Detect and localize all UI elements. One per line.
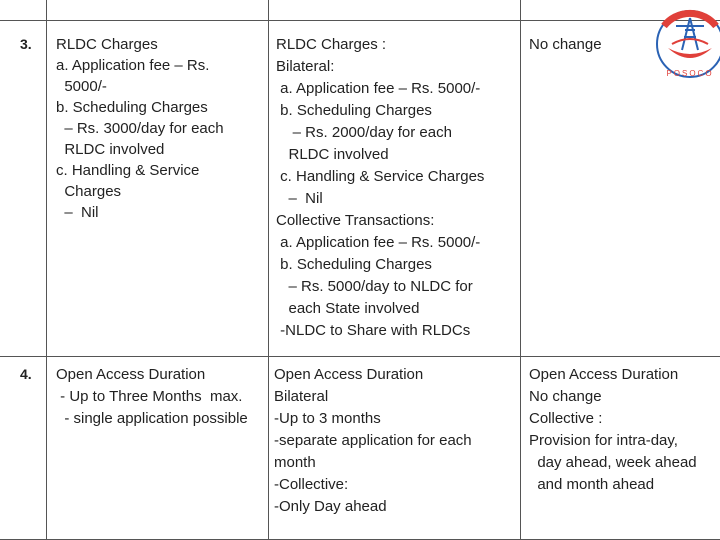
text-line: Open Access Duration: [274, 366, 424, 383]
row3-current-provision: [56, 34, 224, 223]
row-number: 4.: [20, 366, 32, 382]
text-line: RLDC involved: [276, 146, 389, 163]
text-line: RLDC involved: [56, 141, 165, 158]
row3-remarks: [529, 34, 602, 55]
text-line: b. Scheduling Charges: [56, 99, 208, 116]
posoco-logo: [642, 4, 720, 94]
text-line: Collective Transactions:: [276, 212, 435, 229]
column-divider: [268, 0, 269, 540]
column-divider: [520, 0, 521, 540]
text-line: - single application possible: [56, 410, 248, 427]
row-number: 3.: [20, 36, 32, 52]
text-line: No change: [529, 388, 602, 405]
row-divider: [0, 356, 720, 357]
text-line: Collective :: [529, 410, 603, 427]
text-line: No change: [529, 36, 602, 53]
text-line: -Only Day ahead: [274, 498, 387, 515]
text-line: a. Application fee – Rs. 5000/-: [276, 234, 481, 251]
text-line: – Rs. 3000/day for each: [56, 120, 224, 137]
row4-current-provision: [56, 364, 248, 430]
text-line: day ahead, week ahead: [529, 454, 697, 471]
text-line: a. Application fee – Rs.: [56, 57, 210, 74]
text-line: Bilateral: [274, 388, 329, 405]
logo-tower-icon: [676, 18, 704, 50]
text-line: Open Access Duration: [56, 366, 206, 383]
text-line: Bilateral:: [276, 58, 335, 75]
text-line: - Up to Three Months max.: [56, 388, 243, 405]
text-line: – Nil: [56, 204, 99, 221]
text-line: – Nil: [276, 190, 323, 207]
text-line: and month ahead: [529, 476, 655, 493]
text-line: RLDC Charges :: [276, 36, 387, 53]
text-line: b. Scheduling Charges: [276, 256, 432, 273]
text-line: Open Access Duration: [529, 366, 679, 383]
text-line: b. Scheduling Charges: [276, 102, 432, 119]
row4-proposed-provision: [274, 364, 472, 518]
row3-proposed-provision: [276, 34, 484, 342]
text-line: RLDC Charges: [56, 36, 158, 53]
text-line: -separate application for each: [274, 432, 472, 449]
text-line: Provision for intra-day,: [529, 432, 678, 449]
text-line: Charges: [56, 183, 122, 200]
text-line: c. Handling & Service: [56, 162, 200, 179]
logo-wordmark: POSOCO: [666, 69, 714, 78]
text-line: -Collective:: [274, 476, 349, 493]
text-line: each State involved: [276, 300, 420, 317]
text-line: -Up to 3 months: [274, 410, 381, 427]
table-border-top: [0, 20, 720, 21]
text-line: – Rs. 5000/day to NLDC for: [276, 278, 473, 295]
column-divider: [46, 0, 47, 540]
text-line: -NLDC to Share with RLDCs: [276, 322, 471, 339]
text-line: a. Application fee – Rs. 5000/-: [276, 80, 481, 97]
text-line: month: [274, 454, 316, 471]
logo-hands-icon: [668, 48, 712, 58]
row4-remarks: [529, 364, 697, 496]
text-line: 5000/-: [56, 78, 107, 95]
text-line: c. Handling & Service Charges: [276, 168, 485, 185]
text-line: – Rs. 2000/day for each: [276, 124, 452, 141]
